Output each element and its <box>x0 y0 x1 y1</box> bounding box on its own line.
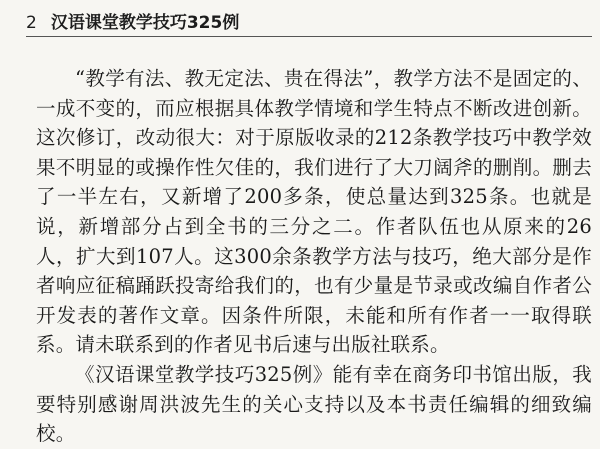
paragraph: “教学有法、教无定法、贵在得法”，教学方法不是固定的、一成不变的，而应根据具体教学情境和学生特点不断改进创新。这次修订，改动很大：对于原版收录的212条教学技巧中教学效果不明显的或操作性欠佳的，我们进行了大刀阔斧的删削。删去了一半左右，又新增了200多条，使总量达到325条。也就是说，新增部分占到全书的三分之二。作者队伍也从原来的26人，扩大到107人。这300余条教学方法与技巧，绝大部分是作者响应征稿踊跃投寄给我们的，也有少量是节录或改编自作者公开发表的著作文章。因条件所限，未能和所有作者一一取得联系。请未联系到的作者见书后速与出版社联系。 <box>36 67 592 357</box>
paragraph: 《汉语课堂教学技巧325例》能有幸在商务印书馆出版，我要特别感谢周洪波先生的关心支持以及本书责任编辑的细致编校。 <box>36 362 592 446</box>
running-title: 汉语课堂教学技巧325例 <box>50 13 240 33</box>
body-text <box>36 64 592 449</box>
page-number: 2 <box>26 13 37 33</box>
page-header <box>26 8 586 34</box>
header-divider <box>26 36 592 37</box>
